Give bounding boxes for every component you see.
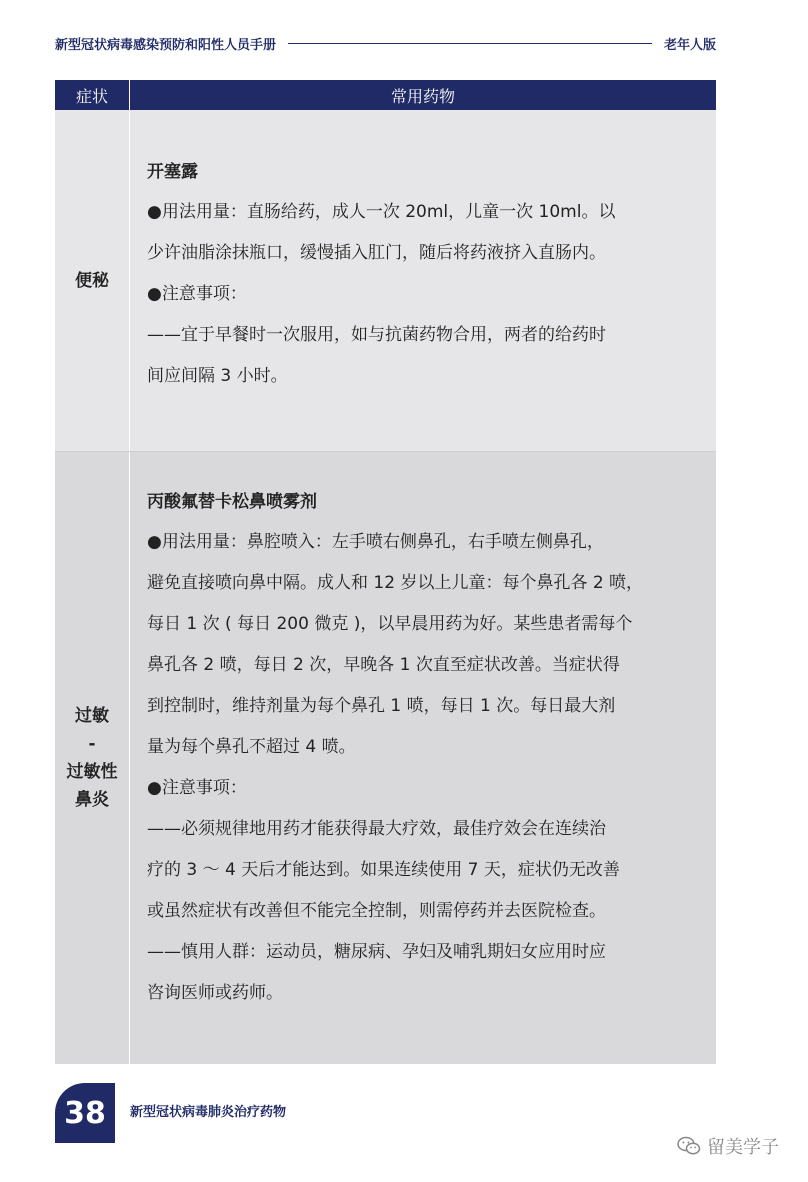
watermark-text: 留美学子 (707, 1137, 779, 1158)
drug-name: 开塞露 (147, 162, 198, 182)
drug-text-line: 到控制时，维持剂量为每个鼻孔 1 喷，每日 1 次。每日最大剂 (147, 696, 616, 716)
drug-text-line: 或虽然症状有改善但不能完全控制，则需停药并去医院检查。 (147, 901, 606, 921)
page-number: 38 (55, 1083, 115, 1143)
footer-title: 新型冠状病毒肺炎治疗药物 (130, 1105, 287, 1120)
drug-text-line: ——必须规律地用药才能获得最大疗效，最佳疗效会在连续治 (147, 819, 606, 839)
drug-text-line: 每日 1 次 ( 每日 200 微克 )，以早晨用药为好。某些患者需每个 (147, 614, 633, 634)
wechat-icon (677, 1136, 701, 1156)
page-header (55, 30, 716, 56)
watermark (677, 1133, 779, 1159)
col-symptom-header: 症状 (55, 80, 130, 110)
drug-text-line: ——慎用人群：运动员，糖尿病、孕妇及哺乳期妇女应用时应 (147, 942, 606, 962)
drug-text-line: 咨询医师或药师。 (147, 983, 283, 1003)
header-rule (288, 43, 652, 44)
drug-text-line: 避免直接喷向鼻中隔。成人和 12 岁以上儿童：每个鼻孔各 2 喷， (147, 573, 644, 593)
drug-text-line: ●用法用量：鼻腔喷入：左手喷右侧鼻孔，右手喷左侧鼻孔， (147, 532, 604, 552)
header-edition: 老年人版 (663, 37, 716, 53)
medication-table (55, 80, 716, 1064)
drug-name: 丙酸氟替卡松鼻喷雾剂 (147, 492, 317, 512)
drug-cell (130, 452, 716, 1064)
drug-text-line: ——宜于早餐时一次服用，如与抗菌药物合用，两者的给药时 (147, 325, 606, 345)
drug-text-line: 量为每个鼻孔不超过 4 喷。 (147, 737, 356, 757)
symptom-line: 鼻炎 (75, 790, 109, 810)
table-row-allergy (55, 451, 716, 1064)
drug-text-line: 疗的 3 ～ 4 天后才能达到。如果连续使用 7 天，症状仍无改善 (147, 860, 620, 880)
drug-text-line: ●注意事项： (147, 284, 247, 304)
drug-text-line: ●注意事项： (147, 778, 247, 798)
drug-text-line: 间应间隔 3 小时。 (147, 366, 288, 386)
symptom-cell (55, 452, 130, 1064)
col-drug-header: 常用药物 (390, 86, 455, 106)
drug-cell (130, 110, 716, 451)
symptom-line: - (88, 734, 96, 754)
symptom-line: 过敏性 (66, 762, 118, 782)
drug-text-line: 鼻孔各 2 喷，每日 2 次，早晚各 1 次直至症状改善。当症状得 (147, 655, 620, 675)
symptom-line: 便秘 (75, 270, 109, 291)
table-header (55, 80, 716, 110)
drug-text-line: 少许油脂涂抹瓶口，缓慢插入肛门，随后将药液挤入直肠内。 (147, 243, 606, 263)
symptom-cell (55, 110, 130, 451)
symptom-line: 过敏 (75, 706, 109, 726)
table-row-constipation (55, 110, 716, 451)
drug-text-line: ●用法用量：直肠给药，成人一次 20ml，儿童一次 10ml。以 (147, 202, 616, 222)
page-footer (55, 1083, 808, 1158)
header-title: 新型冠状病毒感染预防和阳性人员手册 (55, 37, 277, 53)
